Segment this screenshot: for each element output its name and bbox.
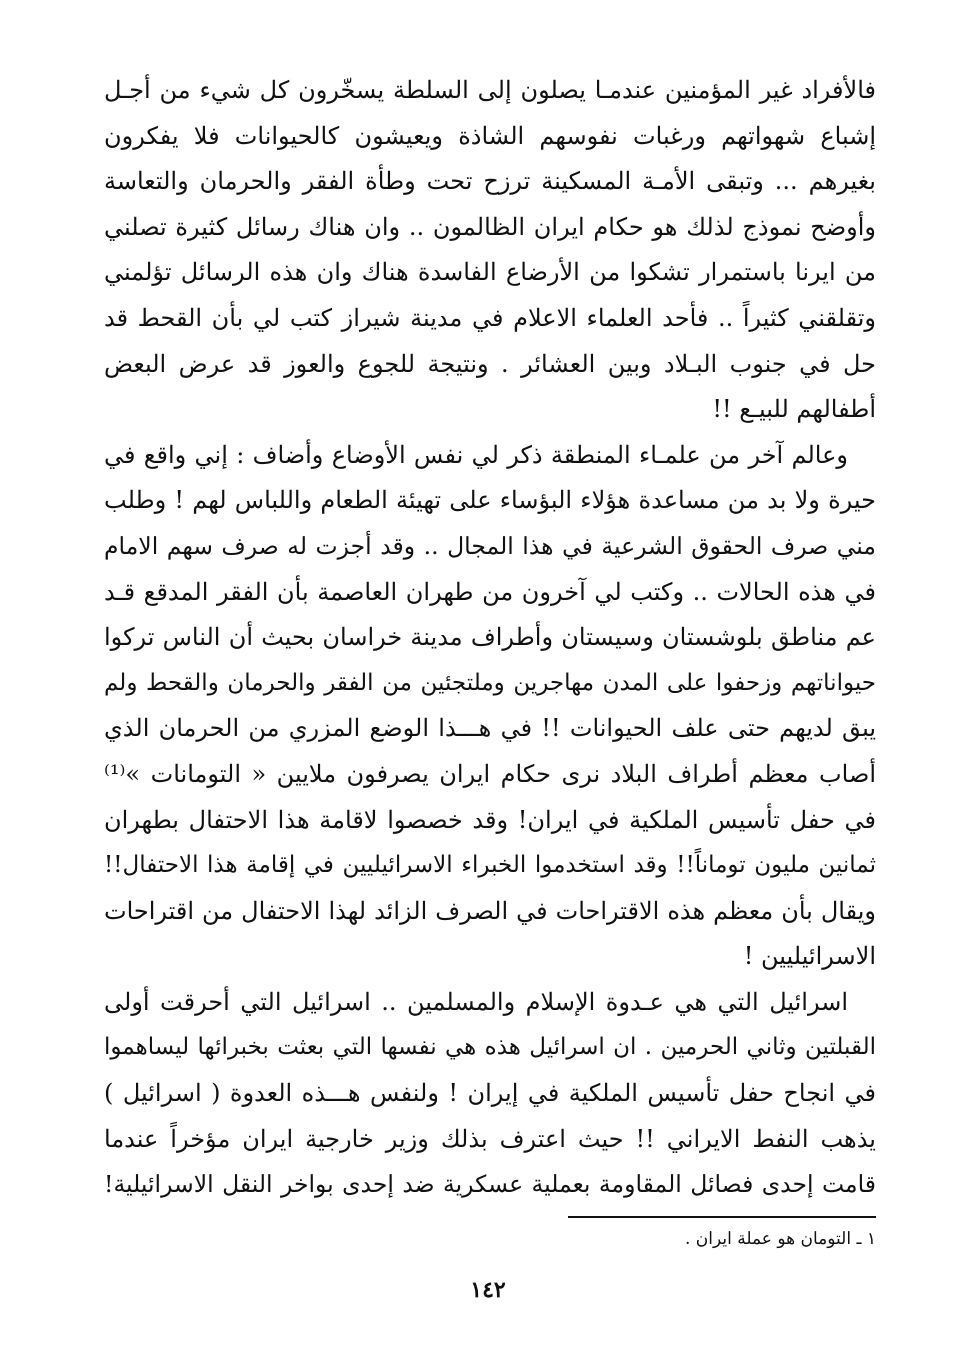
text-line: وأوضح نموذج لذلك هو حكام ايران الظالمون .. وان هناك رسائل كثيرة تصلني [104,212,876,241]
footnote: ١ ـ التومان هو عملة ايران . [684,1229,876,1249]
page-number: ١٤٢ [470,1277,506,1303]
text-line: يبق لديهم حتى علف الحيوانات !! في هـــذا الوضع المزري من الحرمان الذي [104,714,876,743]
text-line: ويقال بأن معظم هذه الاقتراحات في الصرف الزائد لهذا الاحتفال من اقتراحات [104,896,876,925]
text-line: يذهب النفط الايراني !! حيث اعترف بذلك وزير خارجية ايران مؤخراً عندما [104,1124,876,1153]
text-line: حيواناتهم وزحفوا على المدن مهاجرين وملتجئين من الفقر والحرمان والقحط ولم [104,669,876,696]
text-line: اسرائيل التي هي عـدوة الإسلام والمسلمين .. اسرائيل التي أحرقت أولى [104,987,848,1016]
text-line: القبلتين وثاني الحرمين . ان اسرائيل هذه هي نفسها التي بعثت بخبرائها ليساهموا [104,1034,876,1061]
text-line: حل في جنوب البـلاد وبين العشائر . ونتيجة للجوع والعوز قد عرض البعض [104,349,876,378]
text-line: مني صرف الحقوق الشرعية في هذا المجال .. وقد أجزت له صرف سهم الامام [104,531,876,560]
text-line: قامت إحدى فصائل المقاومة بعملية عسكرية ضد إحدى بواخر النقل الاسرائيلية! [104,1170,876,1199]
text-line: إشباع شهواتهم ورغبات نفوسهم الشاذة ويعيشون كالحيوانات فلا يفكرون [104,121,876,150]
text-line: وعالم آخر من علمـاء المنطقة ذكر لي نفس الأوضاع وأضاف : إني واقع في [104,440,848,469]
text-line: في انجاح حفل تأسيس الملكية في إيران ! ولنفس هـــذه العدوة ( اسرائيل ) [104,1079,876,1108]
text-line: في هذه الحالات .. وكتب لي آخرون من طهران العاصمة بأن الفقر المدقع قـد [104,577,876,606]
text-line: ثمانين مليون توماناً!! وقد استخدموا الخبراء الاسرائيليين في إقامة هذا الاحتفال!! [104,852,876,879]
text-line: فالأفراد غير المؤمنين عندمـا يصلون إلى السلطة يسخّرون كل شيء من أجـل [104,76,876,104]
text-line: وتقلقني كثيراً .. فأحد العلماء الاعلام في مدينة شيراز كتب لي بأن القحط قد [104,303,876,332]
footnote-divider [568,1216,876,1218]
text-line: عم مناطق بلوشستان وسيستان وأطراف مدينة خراسان بحيث أن الناس تركوا [104,623,876,652]
text-line: في حفل تأسيس الملكية في ايران! وقد خصصوا لاقامة هذا الاحتفال بطهران [104,805,876,834]
text-line: من ايرنا باستمرار تشكوا من الأرضاع الفاسدة هناك وان هذه الرسائل تؤلمني [104,258,876,287]
body-text [104,68,876,1208]
text-line: حيرة ولا بد من مساعدة هؤلاء البؤساء على تهيئة الطعام واللباس لهم ! وطلب [104,486,876,515]
text-line: بغيرهم ... وتبقى الأمـة المسكينة ترزح تحت وطأة الفقر والحرمان والتعاسة [104,167,876,196]
text-line: الاسرائيليين ! [743,942,876,971]
text-line: أطفالهم للبيـع !! [712,395,876,424]
text-line: أصاب معظم أطراف البلاد نرى حكام ايران يصرفون ملايين « التومانات »⁽¹⁾ [104,759,876,788]
